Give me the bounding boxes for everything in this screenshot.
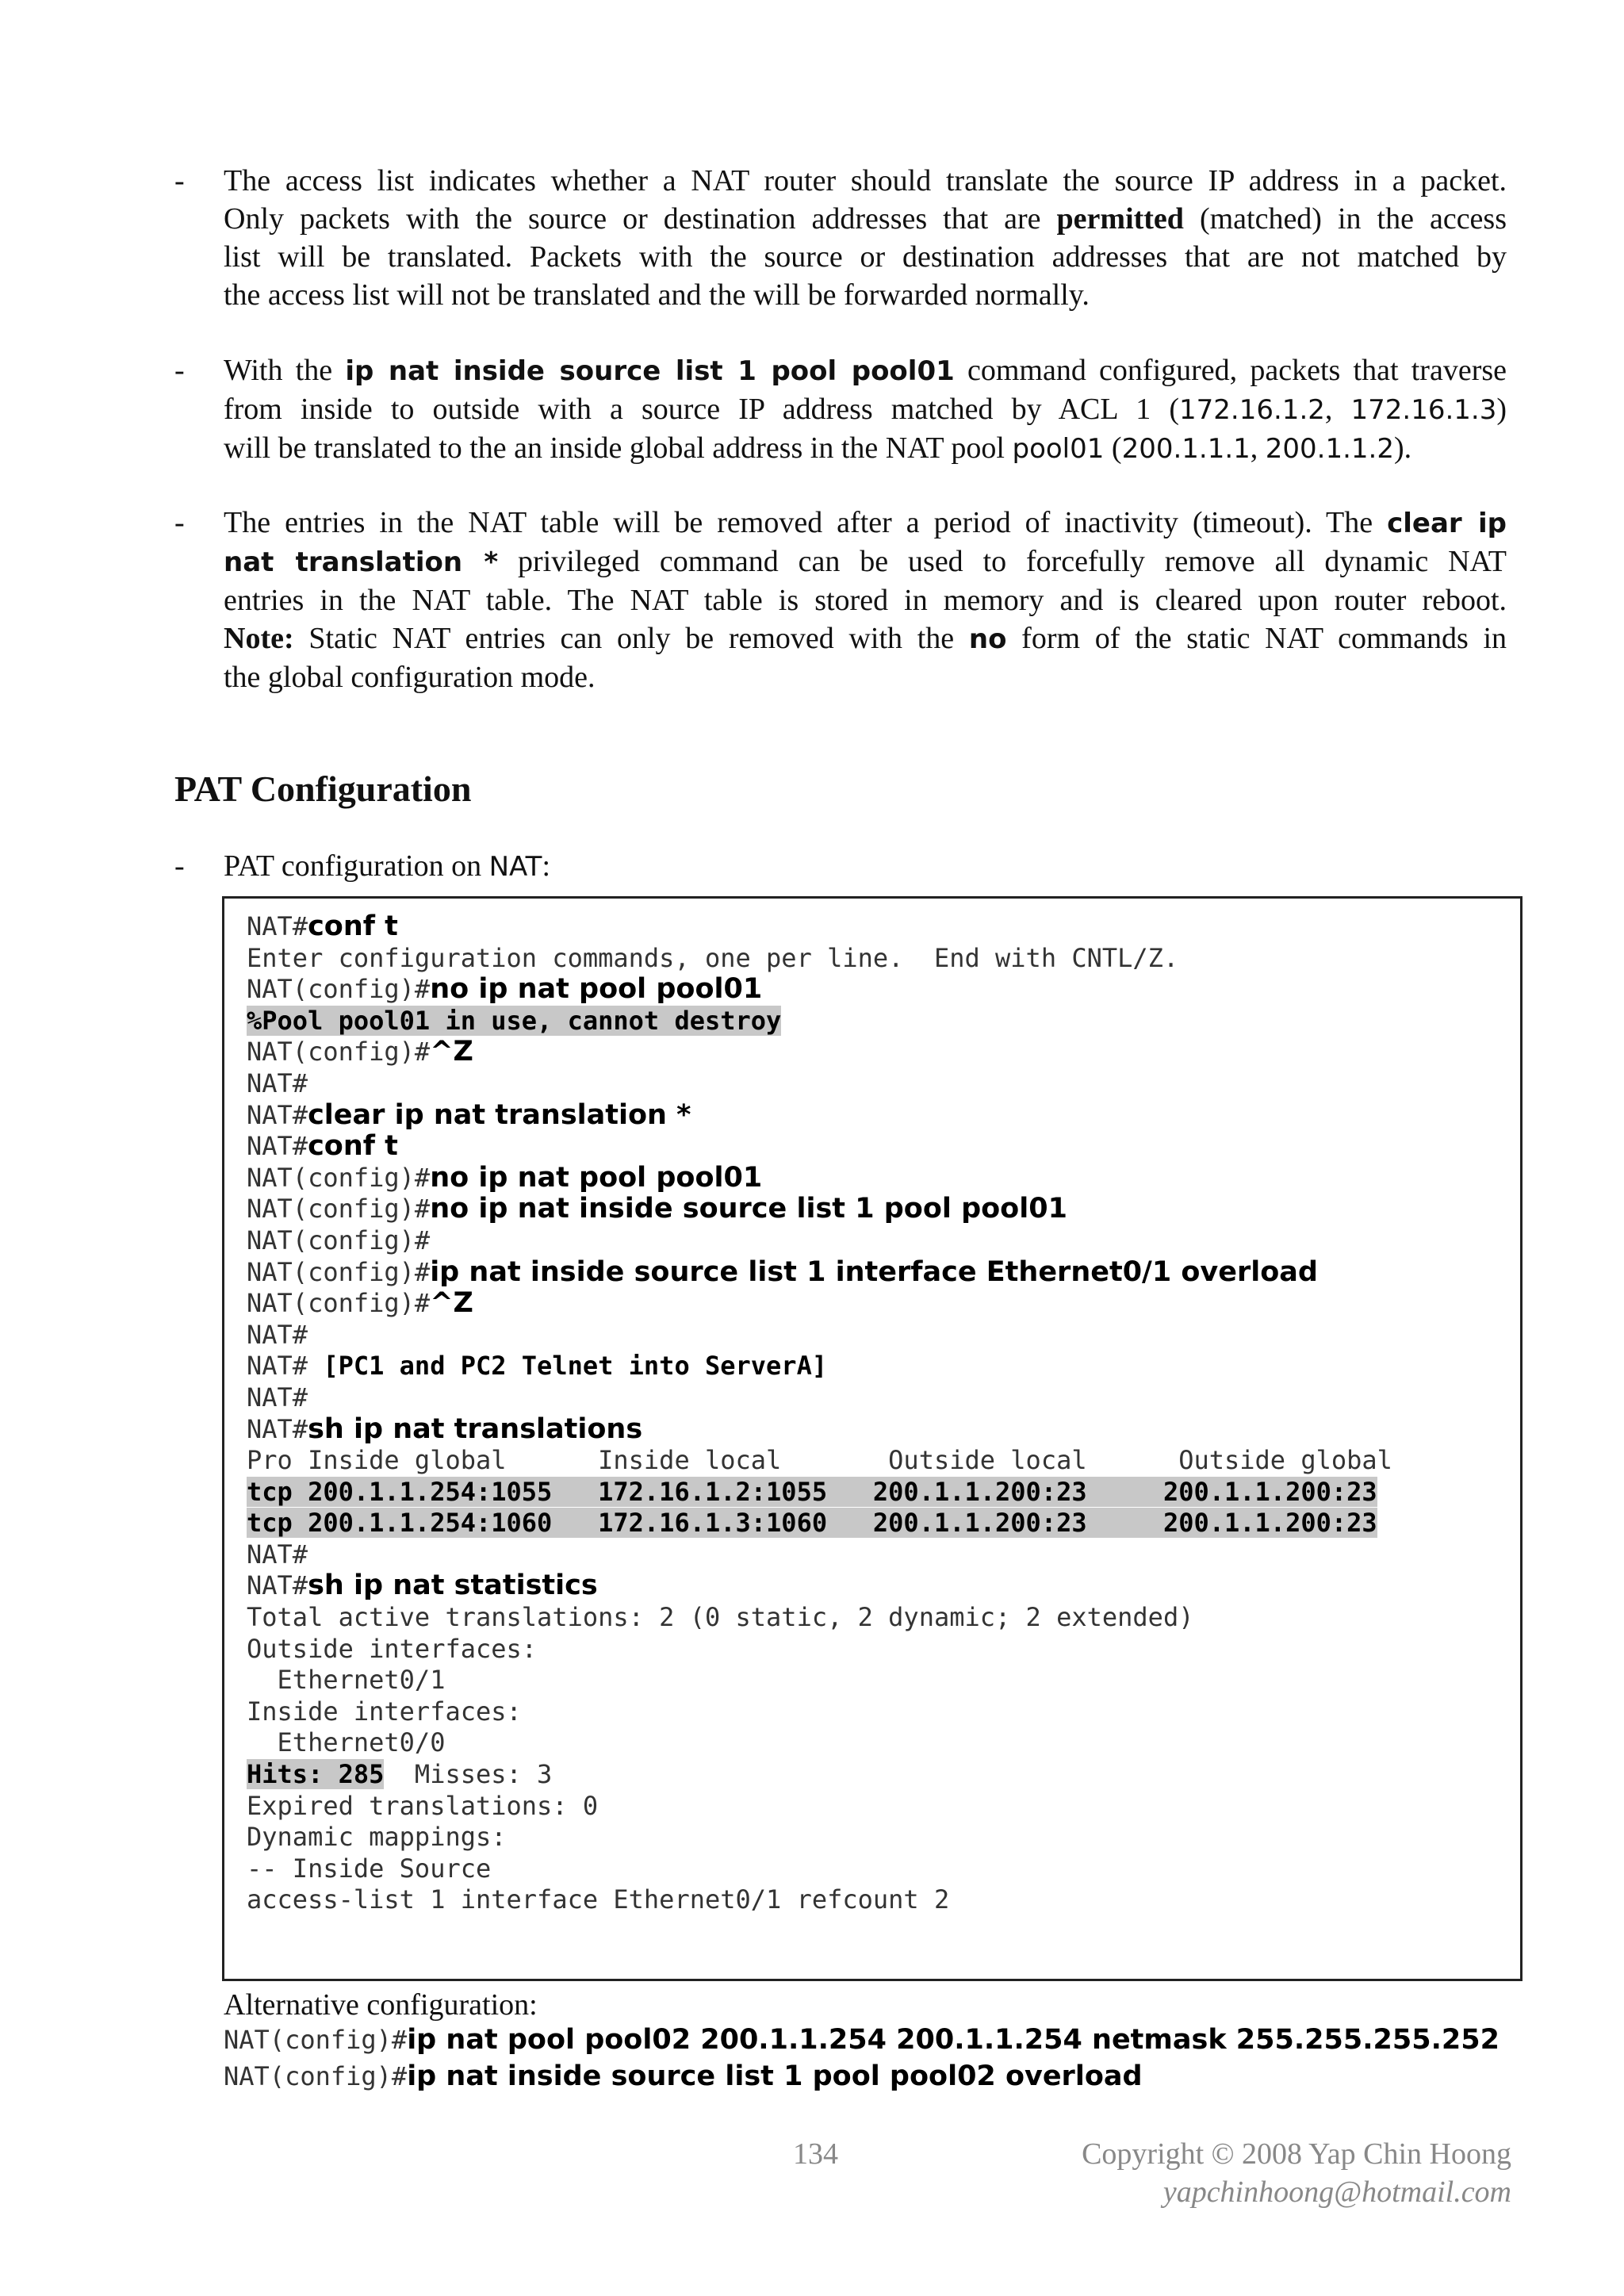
cli-line [247, 974, 1392, 1006]
text-run: form of the static NAT commands in [1006, 622, 1507, 655]
text-run: [PC1 and PC2 Telnet into ServerA] [323, 1351, 828, 1382]
text-run: , [1250, 431, 1266, 465]
text-run: Expired translations: 0 [247, 1790, 599, 1821]
text-run: : [542, 849, 551, 883]
prompt-text: NAT# [247, 1351, 324, 1382]
bullet-dash: - [174, 164, 185, 197]
cli-line [247, 1853, 1392, 1885]
prompt-text: NAT(config)# [224, 2061, 408, 2091]
bullet-line [224, 581, 1507, 619]
text-run: list will be translated. Packets with the source or destination addresses that are not matched by [224, 240, 1507, 274]
bullet-line [224, 162, 1507, 200]
command-text: ip nat inside source list 1 pool pool02 overload [407, 2060, 1143, 2092]
prompt-text: NAT# [247, 911, 308, 941]
text-run: ). [1394, 431, 1412, 465]
cli-line [247, 1508, 1392, 1539]
text-run: With the [224, 354, 346, 387]
cli-line [247, 1037, 1392, 1068]
alt-config-line-1 [224, 2024, 1500, 2056]
prompt-text: NAT# [247, 1319, 308, 1350]
command-text: ^Z [430, 1036, 473, 1068]
highlighted-text: tcp 200.1.1.254:1055 172.16.1.2:1055 200.1.1.200:23 200.1.1.200:23 [247, 1476, 1377, 1507]
text-run: Only packets with the source or destination addresses that are [224, 202, 1057, 236]
highlighted-text: %Pool pool01 in use, cannot destroy [247, 1005, 782, 1036]
text-run: Pro Inside global Inside local Outside local Outside global [247, 1445, 1392, 1476]
cli-line [247, 1759, 1392, 1791]
cli-line [247, 1351, 1392, 1382]
cli-line [247, 1257, 1392, 1289]
bullet-line [224, 238, 1507, 276]
text-run: -- Inside Source [247, 1853, 492, 1884]
cli-line [247, 1382, 1392, 1414]
bullet-dash: - [174, 849, 185, 883]
prompt-text: NAT(config)# [247, 1256, 431, 1287]
cli-line [247, 1194, 1392, 1225]
bullet-dash: - [174, 354, 185, 387]
text-run: from inside to outside with a source IP address matched by ACL 1 ( [224, 393, 1180, 426]
text-run: Static NAT entries can only be removed with the [293, 622, 969, 655]
cli-line [247, 1225, 1392, 1257]
prompt-text: NAT(config)# [247, 1225, 431, 1255]
bullet-text [224, 504, 1507, 696]
cli-line [247, 1791, 1392, 1823]
text-run: 172.16.1.2 [1179, 394, 1325, 426]
cli-line [247, 1163, 1392, 1194]
text-run: ) [1496, 393, 1507, 426]
bullet-line [224, 200, 1507, 238]
text-run: Outside interfaces: [247, 1633, 538, 1664]
text-run: Note: [224, 622, 294, 655]
prompt-text: NAT# [247, 1413, 308, 1444]
prompt-text: NAT(config)# [247, 1162, 431, 1193]
command-text: sh ip nat statistics [308, 1570, 598, 1602]
text-run: privileged command can be used to forcefully remove all dynamic NAT [498, 545, 1507, 578]
command-text: ip nat pool pool02 200.1.1.254 200.1.1.254 netmask 255.255.255.252 [407, 2024, 1500, 2056]
text-run: clear ip [1387, 508, 1507, 539]
cli-line [247, 1477, 1392, 1508]
text-run: Misses: 3 [384, 1759, 553, 1790]
text-run: ip nat inside source list 1 pool pool01 [345, 355, 955, 387]
cli-line [247, 1665, 1392, 1696]
text-run: Total active translations: 2 (0 static, 2 dynamic; 2 extended) [247, 1602, 1194, 1633]
page-number: 134 [793, 2137, 838, 2171]
command-text: conf t [308, 1130, 398, 1163]
text-run: Enter configuration commands, one per line. End with CNTL/Z. [247, 942, 1179, 973]
text-run: 200.1.1.2 [1265, 433, 1394, 465]
text-run: 172.16.1.3 [1350, 394, 1497, 426]
text-run: The access list indicates whether a NAT router should translate the source IP address in a packet. [224, 164, 1507, 197]
prompt-text: NAT# [247, 1570, 308, 1601]
bullet-line [224, 390, 1507, 429]
bullet-line [224, 429, 1507, 468]
footer-email: yapchinhoong@hotmail.com [1162, 2175, 1511, 2209]
bullet-text [224, 351, 1507, 468]
command-text: conf t [308, 910, 398, 942]
alt-config-line-2 [224, 2060, 1143, 2092]
cli-line [247, 1727, 1392, 1759]
bullet-line [224, 542, 1507, 581]
highlighted-text: tcp 200.1.1.254:1060 172.16.1.3:1060 200.1.1.200:23 200.1.1.200:23 [247, 1508, 1377, 1539]
prompt-text: NAT# [247, 1382, 308, 1412]
cli-line [247, 943, 1392, 975]
command-text: no ip nat pool pool01 [430, 1161, 763, 1194]
bullet-line [224, 351, 1507, 390]
prompt-text: NAT# [247, 1539, 308, 1570]
cli-line [247, 1445, 1392, 1477]
bullet-dash: - [174, 506, 185, 539]
text-run: access-list 1 interface Ethernet0/1 refcount 2 [247, 1884, 950, 1915]
command-text: ^Z [430, 1287, 473, 1320]
prompt-text: NAT# [247, 1131, 308, 1162]
text-run: 200.1.1.1 [1121, 433, 1251, 465]
cli-line [247, 1539, 1392, 1571]
cli-line [247, 1696, 1392, 1728]
text-run: Dynamic mappings: [247, 1822, 507, 1853]
text-run: permitted [1056, 202, 1184, 236]
cli-line [247, 1602, 1392, 1634]
cli-line [247, 1884, 1392, 1916]
text-run: entries in the NAT table. The NAT table is stored in memory and is cleared upon router reboot. [224, 584, 1507, 617]
bullet-line [224, 847, 1507, 886]
prompt-text: NAT# [247, 1068, 308, 1098]
text-run: Ethernet0/0 [247, 1727, 446, 1758]
prompt-text: NAT# [247, 1099, 308, 1130]
bullet-line [224, 658, 1507, 696]
command-text: ip nat inside source list 1 interface Ethernet0/1 overload [430, 1255, 1318, 1288]
prompt-text: NAT(config)# [247, 1194, 431, 1225]
text-run: will be translated to the an inside global address in the NAT pool [224, 431, 1013, 465]
text-run: NAT [488, 851, 542, 883]
cli-line [247, 1822, 1392, 1853]
cli-line [247, 1634, 1392, 1665]
text-run: nat translation * [224, 546, 499, 578]
command-text: clear ip nat translation * [308, 1098, 691, 1131]
cli-line [247, 1131, 1392, 1163]
command-text: no ip nat pool pool01 [430, 973, 763, 1006]
bullet-line [224, 619, 1507, 658]
text-run: command configured, packets that traverse [954, 354, 1507, 387]
command-text: no ip nat inside source list 1 pool pool01 [430, 1193, 1067, 1225]
text-run: PAT configuration on [224, 849, 489, 883]
highlighted-text: Hits: 285 [247, 1759, 385, 1790]
text-run: Ethernet0/1 [247, 1665, 446, 1696]
cli-line [247, 1100, 1392, 1132]
cli-line [247, 1068, 1392, 1100]
cli-output-box [222, 896, 1522, 1981]
text-run: no [968, 623, 1007, 655]
cli-line [247, 1570, 1392, 1602]
text-run: , [1324, 393, 1351, 426]
cli-line [247, 1320, 1392, 1351]
prompt-text: NAT(config)# [247, 1288, 431, 1319]
cli-line [247, 1414, 1392, 1446]
cli-line [247, 911, 1392, 943]
bullet-text [224, 162, 1507, 314]
cli-line [247, 1288, 1392, 1320]
prompt-text: NAT(config)# [247, 1037, 431, 1068]
text-run: The entries in the NAT table will be removed after a period of inactivity (timeout). The [224, 506, 1388, 539]
text-run: Inside interfaces: [247, 1696, 522, 1727]
text-run: the global configuration mode. [224, 661, 596, 694]
footer-copyright: Copyright © 2008 Yap Chin Hoong [1082, 2137, 1511, 2171]
section-heading: PAT Configuration [174, 769, 472, 809]
bullet-line [224, 276, 1507, 314]
alternative-config-label: Alternative configuration: [224, 1988, 538, 2022]
prompt-text: NAT(config)# [247, 974, 431, 1005]
bullet-text [224, 847, 1507, 886]
command-text: sh ip nat translations [308, 1412, 643, 1445]
text-run: (matched) in the access [1183, 202, 1507, 236]
cli-line [247, 1006, 1392, 1037]
cli-lines [247, 911, 1392, 1916]
prompt-text: NAT(config)# [224, 2025, 408, 2055]
text-run: the access list will not be translated and the will be forwarded normally. [224, 278, 1090, 312]
text-run: pool01 [1012, 433, 1105, 465]
text-run: ( [1104, 431, 1122, 465]
bullet-line [224, 504, 1507, 542]
